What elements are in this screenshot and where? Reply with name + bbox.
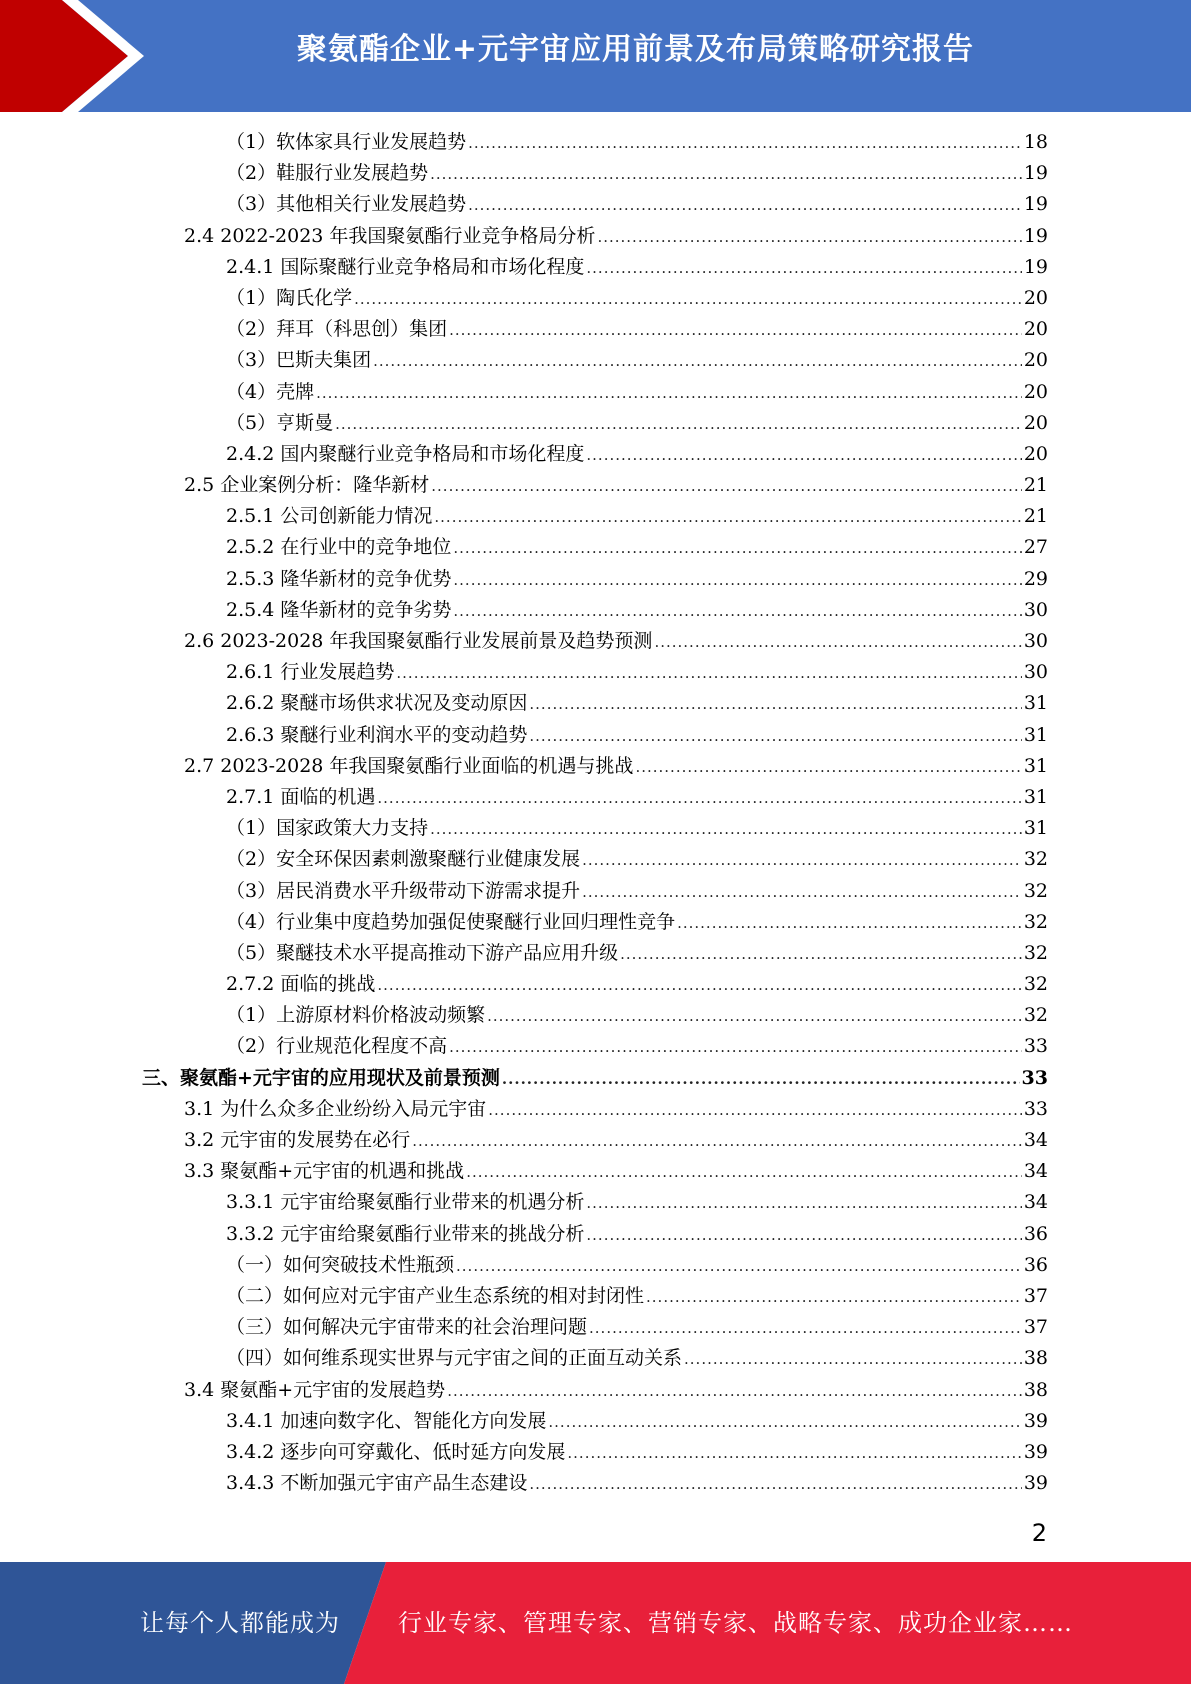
toc-entry-title: （3）其他相关行业发展趋势 [226,193,467,216]
toc-dot-leader [335,409,1022,440]
toc-entry-page: 37 [1023,1316,1048,1339]
toc-entry-page: 39 [1023,1472,1048,1495]
toc-entry[interactable] [0,314,1191,345]
page-header [0,0,1191,112]
toc-entry-page: 37 [1023,1284,1048,1307]
toc-entry[interactable] [0,876,1191,907]
toc-entry-title: 2.7.2 面临的挑战 [226,973,376,996]
toc-entry-title: （2）安全环保因素刺激聚醚行业健康发展 [226,848,581,871]
toc-entry-title: 3.4.2 逐步向可穿戴化、低时延方向发展 [226,1440,566,1463]
toc-entry-page: 32 [1023,941,1048,964]
toc-entry-page: 36 [1023,1222,1048,1245]
toc-entry-title: 2.4 2022-2023 年我国聚氨酯行业竞争格局分析 [184,224,596,247]
toc-dot-leader [412,1126,1022,1157]
toc-entry[interactable] [0,283,1191,314]
toc-dot-leader [396,658,1021,689]
toc-entry[interactable] [0,501,1191,532]
toc-dot-leader [567,1438,1021,1469]
toc-dot-leader [502,1064,1020,1095]
toc-entry[interactable] [0,1468,1191,1499]
toc-dot-leader [586,253,1021,284]
toc-entry[interactable] [0,1375,1191,1406]
table-of-contents [0,127,1191,1499]
toc-entry[interactable] [0,408,1191,439]
toc-entry[interactable] [0,1406,1191,1437]
toc-entry[interactable] [0,969,1191,1000]
toc-entry[interactable] [0,1094,1191,1125]
toc-entry-title: （5）亨斯曼 [226,411,334,434]
toc-entry-title: （1）软体家具行业发展趋势 [226,131,467,153]
toc-entry-page: 30 [1023,630,1048,652]
toc-dot-leader [466,1157,1022,1188]
toc-entry-page: 20 [1023,411,1048,434]
toc-entry[interactable] [0,158,1191,189]
toc-entry-page: 38 [1023,1347,1048,1370]
toc-entry-title: 2.7 2023-2028 年我国聚氨酯行业面临的机遇与挑战 [184,754,634,777]
toc-entry-page: 33 [1023,1097,1048,1120]
toc-entry-page: 36 [1023,1253,1048,1276]
toc-dot-leader [677,908,1022,939]
toc-entry[interactable] [0,377,1191,408]
toc-dot-leader [430,159,1022,190]
toc-entry-title: 2.5.4 隆华新材的竞争劣势 [226,598,452,621]
toc-entry-page: 27 [1023,536,1048,559]
toc-entry[interactable] [0,127,1191,158]
toc-entry[interactable] [0,720,1191,751]
toc-dot-leader [529,689,1021,720]
toc-dot-leader [548,1407,1021,1438]
toc-entry[interactable] [0,751,1191,782]
toc-dot-leader [586,1220,1021,1251]
toc-dot-leader [635,752,1021,783]
toc-entry[interactable] [0,626,1191,657]
toc-dot-leader [316,378,1022,409]
toc-entry-page: 31 [1023,692,1048,715]
toc-entry-title: （3）巴斯夫集团 [226,349,372,372]
toc-dot-leader [488,1095,1022,1126]
toc-entry[interactable] [0,1250,1191,1281]
toc-dot-leader [449,1032,1022,1063]
toc-entry-title: 2.6.3 聚醚行业利润水平的变动趋势 [226,723,528,746]
toc-dot-leader [456,1251,1022,1282]
toc-entry-page: 19 [1023,255,1048,278]
toc-dot-leader [654,627,1021,658]
toc-dot-leader [468,128,1022,159]
toc-entry-page: 34 [1023,1160,1048,1183]
toc-entry-page: 38 [1023,1378,1048,1401]
toc-entry-page: 18 [1023,131,1048,153]
toc-entry-title: （3）居民消费水平升级带动下游需求提升 [226,879,581,902]
toc-entry-title: （二）如何应对元宇宙产业生态系统的相对封闭性 [226,1284,645,1307]
toc-entry-page: 21 [1023,474,1048,497]
toc-entry-title: （4）壳牌 [226,380,315,403]
footer-slogan-right: 行业专家、管理专家、营销专家、战略专家、成功企业家…… [398,1609,1073,1637]
toc-entry-page: 19 [1023,224,1048,247]
toc-entry-title: （5）聚醚技术水平提高推动下游产品应用升级 [226,941,619,964]
toc-entry[interactable] [0,1312,1191,1343]
toc-entry-page: 20 [1023,380,1048,403]
toc-entry-page: 32 [1023,879,1048,902]
toc-entry-title: 2.5 企业案例分析：隆华新材 [184,474,430,497]
toc-entry[interactable] [0,1343,1191,1374]
toc-dot-leader [453,565,1021,596]
toc-entry-title: 3.3.2 元宇宙给聚氨酯行业带来的挑战分析 [226,1222,585,1245]
toc-entry[interactable] [0,1063,1191,1094]
toc-entry[interactable] [0,1031,1191,1062]
toc-entry-page: 20 [1023,442,1048,465]
page-footer [0,1562,1191,1684]
toc-entry-page: 39 [1023,1409,1048,1432]
toc-entry-page: 21 [1023,505,1048,528]
toc-entry-title: 2.7.1 面临的机遇 [226,785,376,808]
toc-dot-leader [431,471,1022,502]
toc-entry-title: （三）如何解决元宇宙带来的社会治理问题 [226,1316,588,1339]
toc-entry-page: 34 [1023,1129,1048,1151]
toc-dot-leader [684,1344,1022,1375]
toc-entry-title: 2.5.3 隆华新材的竞争优势 [226,567,452,590]
toc-entry[interactable] [0,844,1191,875]
toc-entry-title: （一）如何突破技术性瓶颈 [226,1253,455,1276]
toc-entry[interactable] [0,938,1191,969]
toc-entry[interactable] [0,345,1191,376]
toc-entry-title: 2.4.2 国内聚醚行业竞争格局和市场化程度 [226,442,585,465]
toc-entry-title: （4）行业集中度趋势加强促使聚醚行业回归理性竞争 [226,910,676,933]
toc-dot-leader [589,1313,1022,1344]
toc-entry-title: （2）拜耳（科思创）集团 [226,318,448,341]
toc-entry[interactable] [0,470,1191,501]
toc-entry-title: （1）国家政策大力支持 [226,817,429,840]
toc-entry-title: 2.6 2023-2028 年我国聚氨酯行业发展前景及趋势预测 [184,630,653,652]
toc-entry-title: 3.1 为什么众多企业纷纷入局元宇宙 [184,1097,487,1120]
toc-entry-title: 2.5.2 在行业中的竞争地位 [226,536,452,559]
toc-entry[interactable] [0,1219,1191,1250]
toc-entry[interactable] [0,907,1191,938]
toc-entry-page: 34 [1023,1191,1048,1214]
toc-entry-title: （2）行业规范化程度不高 [226,1035,448,1058]
toc-entry-page: 32 [1023,848,1048,871]
toc-dot-leader [377,783,1021,814]
toc-entry-title: 2.4.1 国际聚醚行业竞争格局和市场化程度 [226,255,585,278]
toc-entry[interactable] [0,189,1191,220]
toc-entry-page: 32 [1023,973,1048,996]
toc-entry[interactable] [0,1437,1191,1468]
toc-entry[interactable] [0,439,1191,470]
toc-dot-leader [586,1188,1021,1219]
toc-dot-leader [434,502,1021,533]
toc-entry-title: 2.6.2 聚醚市场供求状况及变动原因 [226,692,528,715]
toc-entry[interactable] [0,782,1191,813]
toc-entry-page: 31 [1023,723,1048,746]
toc-dot-leader [620,939,1022,970]
toc-entry-title: 3.4.3 不断加强元宇宙产品生态建设 [226,1472,528,1495]
toc-dot-leader [597,222,1021,253]
toc-entry[interactable] [0,688,1191,719]
toc-entry[interactable] [0,1125,1191,1156]
toc-entry[interactable] [0,221,1191,252]
toc-entry-title: （1）上游原材料价格波动频繁 [226,1004,486,1027]
toc-entry[interactable] [0,657,1191,688]
toc-entry-page: 20 [1023,318,1048,341]
toc-entry[interactable] [0,1156,1191,1187]
toc-entry-page: 39 [1023,1440,1048,1463]
toc-entry-page: 30 [1023,598,1048,621]
toc-dot-leader [487,1001,1022,1032]
toc-entry-page: 19 [1023,162,1048,185]
toc-entry[interactable] [0,532,1191,563]
toc-dot-leader [468,190,1022,221]
toc-entry-page: 30 [1023,661,1048,684]
toc-entry-title: （2）鞋服行业发展趋势 [226,162,429,185]
toc-entry[interactable] [0,1000,1191,1031]
toc-entry[interactable] [0,813,1191,844]
toc-entry-page: 33 [1021,1066,1048,1089]
toc-entry-page: 32 [1023,1004,1048,1027]
page-number: 2 [1031,1519,1047,1547]
toc-entry-title: 三、聚氨酯+元宇宙的应用现状及前景预测 [142,1066,500,1089]
toc-dot-leader [529,1469,1021,1500]
toc-entry-title: 3.4 聚氨酯+元宇宙的发展趋势 [184,1378,446,1401]
toc-entry[interactable] [0,564,1191,595]
toc-entry-title: 2.5.1 公司创新能力情况 [226,505,433,528]
toc-dot-leader [354,284,1022,315]
toc-entry[interactable] [0,252,1191,283]
toc-dot-leader [582,845,1022,876]
header-arrow-decoration [0,0,160,112]
toc-dot-leader [529,721,1021,752]
toc-entry[interactable] [0,595,1191,626]
toc-dot-leader [586,440,1021,471]
toc-dot-leader [582,877,1022,908]
toc-dot-leader [373,346,1022,377]
toc-dot-leader [447,1376,1022,1407]
toc-dot-leader [453,596,1021,627]
toc-dot-leader [377,970,1021,1001]
toc-entry-page: 31 [1023,754,1048,777]
toc-entry-title: 3.3.1 元宇宙给聚氨酯行业带来的机遇分析 [226,1191,585,1214]
footer-slogan-left: 让每个人都能成为 [140,1609,340,1637]
toc-entry-page: 19 [1023,193,1048,216]
toc-dot-leader [646,1282,1022,1313]
toc-entry-page: 33 [1023,1035,1048,1058]
toc-entry-title: 2.6.1 行业发展趋势 [226,661,395,684]
toc-entry-page: 29 [1023,567,1048,590]
toc-dot-leader [449,315,1022,346]
toc-entry-page: 20 [1023,349,1048,372]
toc-dot-leader [430,814,1022,845]
toc-entry-title: 3.2 元宇宙的发展势在必行 [184,1129,411,1151]
toc-entry-title: （1）陶氏化学 [226,286,353,309]
toc-entry[interactable] [0,1281,1191,1312]
toc-dot-leader [453,533,1021,564]
toc-entry-page: 32 [1023,910,1048,933]
toc-entry[interactable] [0,1187,1191,1218]
toc-entry-title: 3.4.1 加速向数字化、智能化方向发展 [226,1409,547,1432]
toc-entry-title: （四）如何维系现实世界与元宇宙之间的正面互动关系 [226,1347,683,1370]
report-title: 聚氨酯企业+元宇宙应用前景及布局策略研究报告 [296,32,975,67]
toc-entry-title: 3.3 聚氨酯+元宇宙的机遇和挑战 [184,1160,465,1183]
toc-entry-page: 20 [1023,286,1048,309]
toc-entry-page: 31 [1023,817,1048,840]
toc-entry-page: 31 [1023,785,1048,808]
